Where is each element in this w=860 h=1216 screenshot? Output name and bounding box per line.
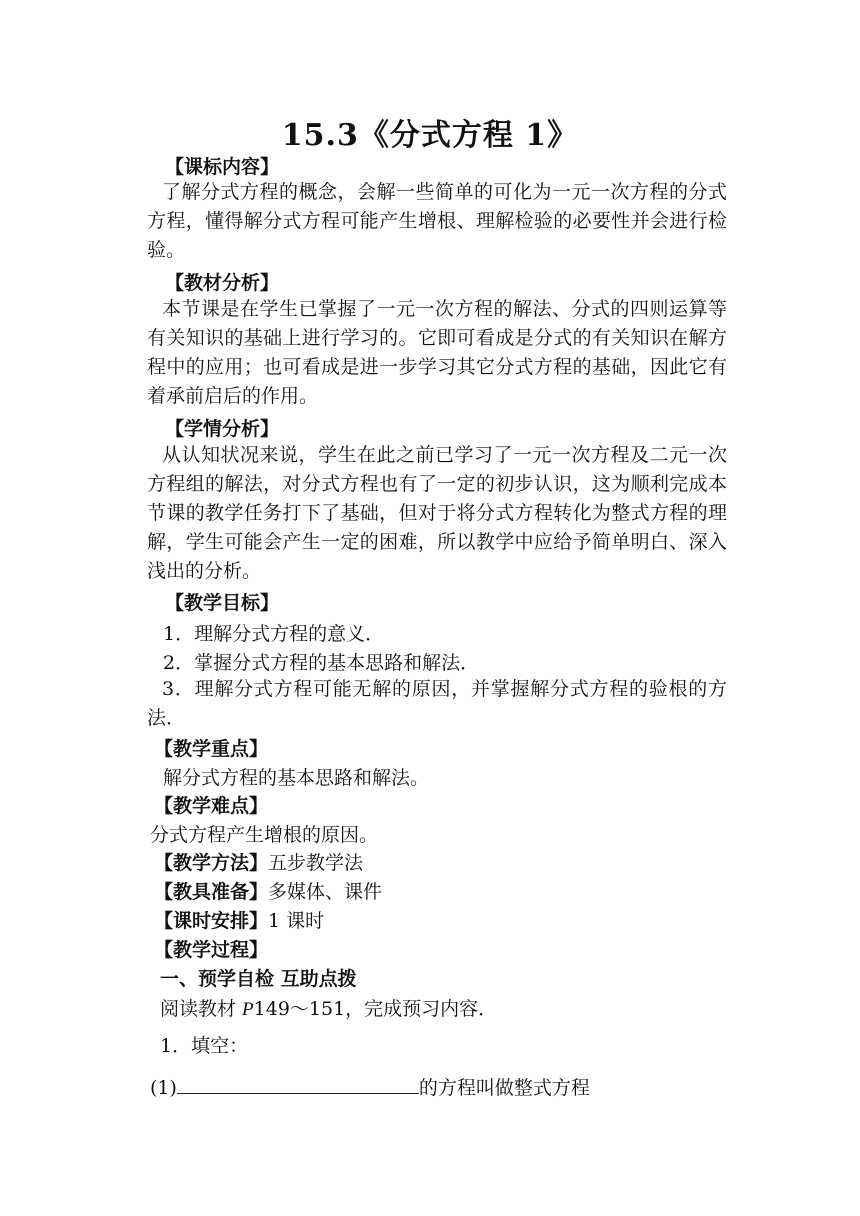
question-1-number: (1) (150, 1077, 177, 1099)
goal-item: 2．掌握分式方程的基本思路和解法． (163, 652, 480, 674)
goal-item: 3．理解分式方程可能无解的原因，并掌握解分式方程的验根的方法． (147, 678, 727, 729)
section-heading-textbook-analysis: 【教材分析】 (165, 272, 280, 294)
part-one-heading: 一、预学自检 互助点拨 (160, 968, 357, 990)
reading-prefix: 阅读教材 (160, 998, 243, 1020)
section-heading-difficulties: 【教学难点】 (154, 795, 269, 817)
reading-suffix: 149～151，完成预习内容． (253, 998, 498, 1020)
section-heading-teaching-goals: 【教学目标】 (165, 592, 280, 614)
goal-item: 1．理解分式方程的意义． (163, 623, 385, 645)
page-title: 15.3《分式方程 1》 (281, 118, 579, 153)
teaching-aids-label: 【教具准备】 (154, 881, 269, 903)
teaching-aids-value: 多媒体、课件 (268, 881, 383, 903)
reading-instruction (160, 994, 497, 1021)
student-analysis-paragraph: 从认知状况来说，学生在此之前已学习了一元一次方程及二元一次方程组的解法，对分式方程也有了一定的初步认识，这为顺利完成本节课的教学任务打下了基础，但对于将分式方程转化为整式方程的理解，学生可能会产生一定的困难，所以教学中应给予简单明白、深入浅出的分析。 (147, 444, 727, 582)
section-heading-curriculum: 【课标内容】 (165, 156, 280, 178)
curriculum-paragraph: 了解分式方程的概念，会解一些简单的可化为一元一次方程的分式方程，懂得解分式方程可能产生增根、理解检验的必要性并会进行检验。 (147, 181, 727, 261)
difficulties-text: 分式方程产生增根的原因。 (150, 824, 379, 846)
teaching-aids-row (154, 877, 382, 904)
section-heading-student-analysis: 【学情分析】 (165, 418, 280, 440)
question-1 (150, 1073, 590, 1100)
question-1-text: 的方程叫做整式方程 (418, 1077, 590, 1099)
teaching-method-row (154, 848, 363, 875)
class-hours-label: 【课时安排】 (154, 910, 269, 932)
class-hours-row (154, 906, 324, 933)
key-points-text: 解分式方程的基本思路和解法。 (163, 767, 430, 789)
teaching-method-label: 【教学方法】 (154, 852, 269, 874)
section-heading-teaching-process: 【教学过程】 (154, 939, 269, 961)
teaching-method-value: 五步教学法 (268, 852, 364, 874)
section-heading-key-points: 【教学重点】 (154, 738, 269, 760)
reading-page-letter: P (242, 999, 254, 1020)
answer-blank[interactable] (177, 1075, 419, 1094)
class-hours-value: 1 课时 (268, 910, 325, 932)
textbook-analysis-paragraph: 本节课是在学生已掌握了一元一次方程的解法、分式的四则运算等有关知识的基础上进行学习的。它即可看成是分式的有关知识在解方程中的应用；也可看成是进一步学习其它分式方程的基础，因此它有着承前启后的作用。 (147, 298, 727, 407)
fill-in-label: 1．填空： (160, 1035, 249, 1057)
